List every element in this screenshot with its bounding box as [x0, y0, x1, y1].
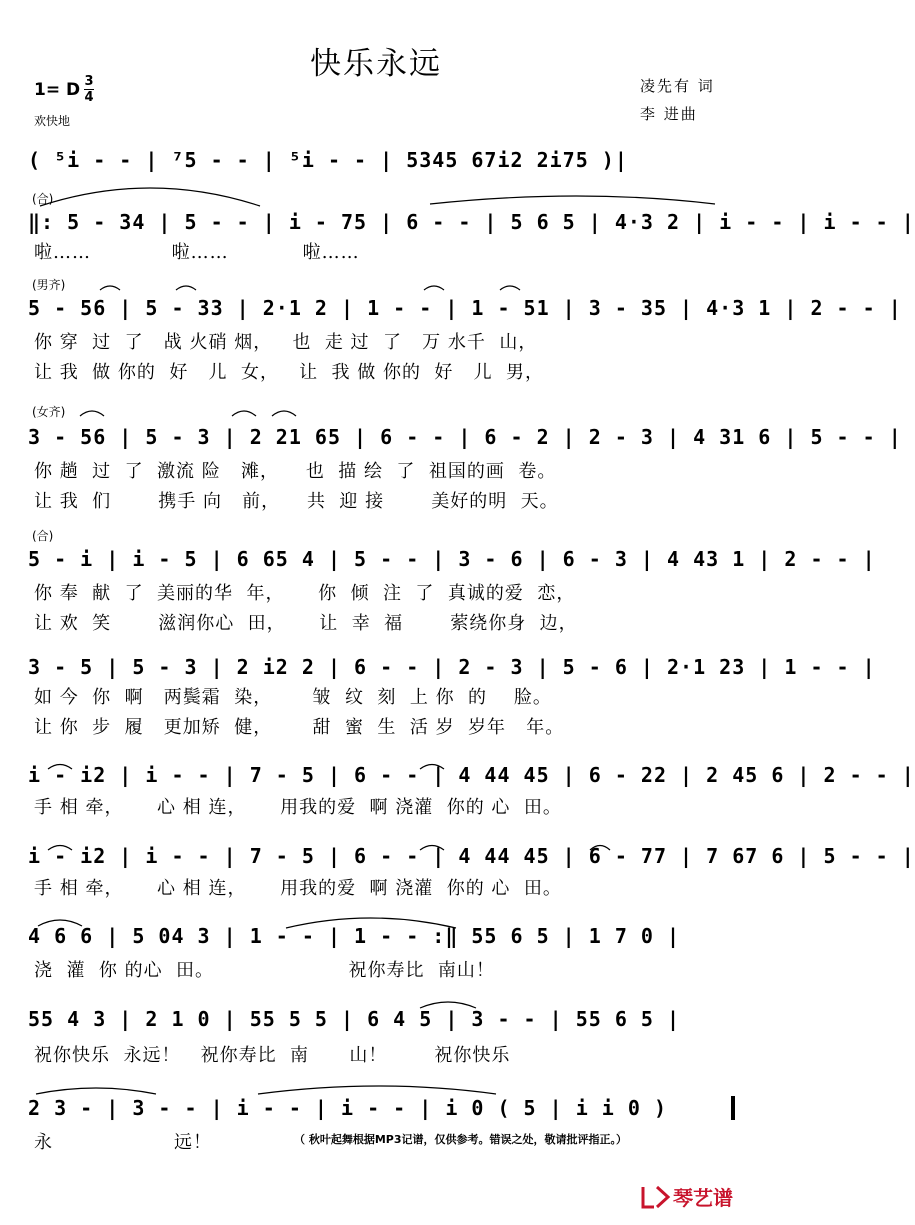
lyric-verse-1: 你 奉 献 了 美丽的华 年， 你 倾 注 了 真诚的爱 恋， — [34, 583, 576, 604]
time-signature — [84, 75, 94, 104]
lyric-verse-1: 如 今 你 啊 两鬓霜 染， 皱 纹 刻 上 你 的 脸。 — [34, 687, 552, 708]
part-label: (男齐) — [32, 278, 66, 292]
lyricist-credit: 凌先有 词 — [640, 77, 715, 95]
lyric-verse-2: 让 我 做 你的 好 儿 女， 让 我 做 你的 好 儿 男， — [34, 362, 545, 383]
notation: 55 4 3 | 2 1 0 | 55 5 5 | 6 4 5 | 3 - - | 55 6 5 | — [28, 1007, 681, 1031]
score-line — [28, 1007, 740, 1069]
score-line — [28, 527, 876, 637]
score-line — [28, 763, 915, 825]
notation: 5 - 56 | 5 - 33 | 2·1 2 | 1 - - | 1 - 51 | 3 - 35 | 4·3 1 | 2 - - | — [28, 296, 902, 320]
transcription-footnote: （ 秋叶起舞根据MP3记谱，仅供参考。错误之处，敬请批评指正。） — [294, 1133, 627, 1146]
lyric-verse-1: 手 相 牵， 心 相 连， 用我的爱 啊 浇灌 你的 心 田。 — [34, 797, 562, 818]
time-signature-bottom: 4 — [84, 90, 94, 105]
lyric-verse-1: 你 趟 过 了 激流 险 滩， 也 描 绘 了 祖国的画 卷。 — [34, 461, 557, 482]
composer-credit: 李 进曲 — [640, 105, 698, 123]
time-signature-top: 3 — [84, 74, 94, 89]
lyric-verse-2: 让 我 们 携手 向 前， 共 迎 接 美好的明 天。 — [34, 491, 559, 512]
score-line — [28, 276, 902, 386]
part-label: (合) — [32, 192, 54, 206]
lyric-verse-1: 手 相 牵， 心 相 连， 用我的爱 啊 浇灌 你的 心 田。 — [34, 878, 562, 899]
lyric-verse-2: 让 欢 笑 滋润你心 田， 让 幸 福 萦绕你身 边， — [34, 613, 578, 634]
lyric-verse-1: 啦…… 啦…… 啦…… — [34, 242, 360, 263]
notation: 4 6 6 | 5 04 3 | 1 - - | 1 - - :‖ 55 6 5 | 1 7 0 | — [28, 924, 681, 948]
score-line — [28, 844, 915, 906]
notation: ( ⁵i - - | ⁷5 - - | ⁵i - - | 5345 67i2 2i75 )| — [28, 148, 628, 172]
notation: 3 - 56 | 5 - 3 | 2 21 65 | 6 - - | 6 - 2 | 2 - 3 | 4 31 6 | 5 - - | — [28, 425, 902, 449]
part-label: (女齐) — [32, 405, 66, 419]
lyric-verse-1: 祝你快乐 永远！ 祝你寿比 南 山！ 祝你快乐 — [34, 1045, 511, 1066]
lyric-verse-1: 永 远！ — [34, 1132, 212, 1153]
song-title: 快乐永远 — [310, 46, 442, 82]
notation: 5 - i | i - 5 | 6 65 4 | 5 - - | 3 - 6 | 6 - 3 | 4 43 1 | 2 - - | — [28, 547, 876, 571]
final-barline — [731, 1096, 735, 1120]
notation: i - i2 | i - - | 7 - 5 | 6 - - | 4 44 45 | 6 - 77 | 7 67 6 | 5 - - | — [28, 844, 915, 868]
logo-text: 琴艺谱 — [673, 1186, 733, 1210]
score-line — [28, 190, 915, 268]
lyric-verse-2: 让 你 步 履 更加矫 健， 甜 蜜 生 活 岁 岁年 年。 — [34, 717, 565, 738]
notation: 2 3 - | 3 - - | i - - | i - - | i 0 ( 5 | i i 0 ) — [28, 1096, 668, 1120]
score-line — [28, 655, 876, 745]
score-line — [28, 924, 740, 986]
tempo-marking: 欢快地 — [34, 114, 71, 128]
part-label: (合) — [32, 529, 54, 543]
notation: ‖: 5 - 34 | 5 - - | i - 75 | 6 - - | 5 6 5 | 4·3 2 | i - - | i - - | — [28, 210, 915, 234]
lyric-verse-1: 浇 灌 你 的心 田。 祝你寿比 南山！ — [34, 960, 495, 981]
score-line — [28, 148, 740, 178]
notation: i - i2 | i - - | 7 - 5 | 6 - - | 4 44 45 | 6 - 22 | 2 45 6 | 2 - - | — [28, 763, 915, 787]
key-signature: 1= D — [34, 80, 81, 100]
lyric-verse-1: 你 穿 过 了 战 火硝 烟， 也 走 过 了 万 水千 山， — [34, 332, 538, 353]
notation: 3 - 5 | 5 - 3 | 2 i2 2 | 6 - - | 2 - 3 | 5 - 6 | 2·1 23 | 1 - - | — [28, 655, 876, 679]
score-line — [28, 403, 902, 513]
